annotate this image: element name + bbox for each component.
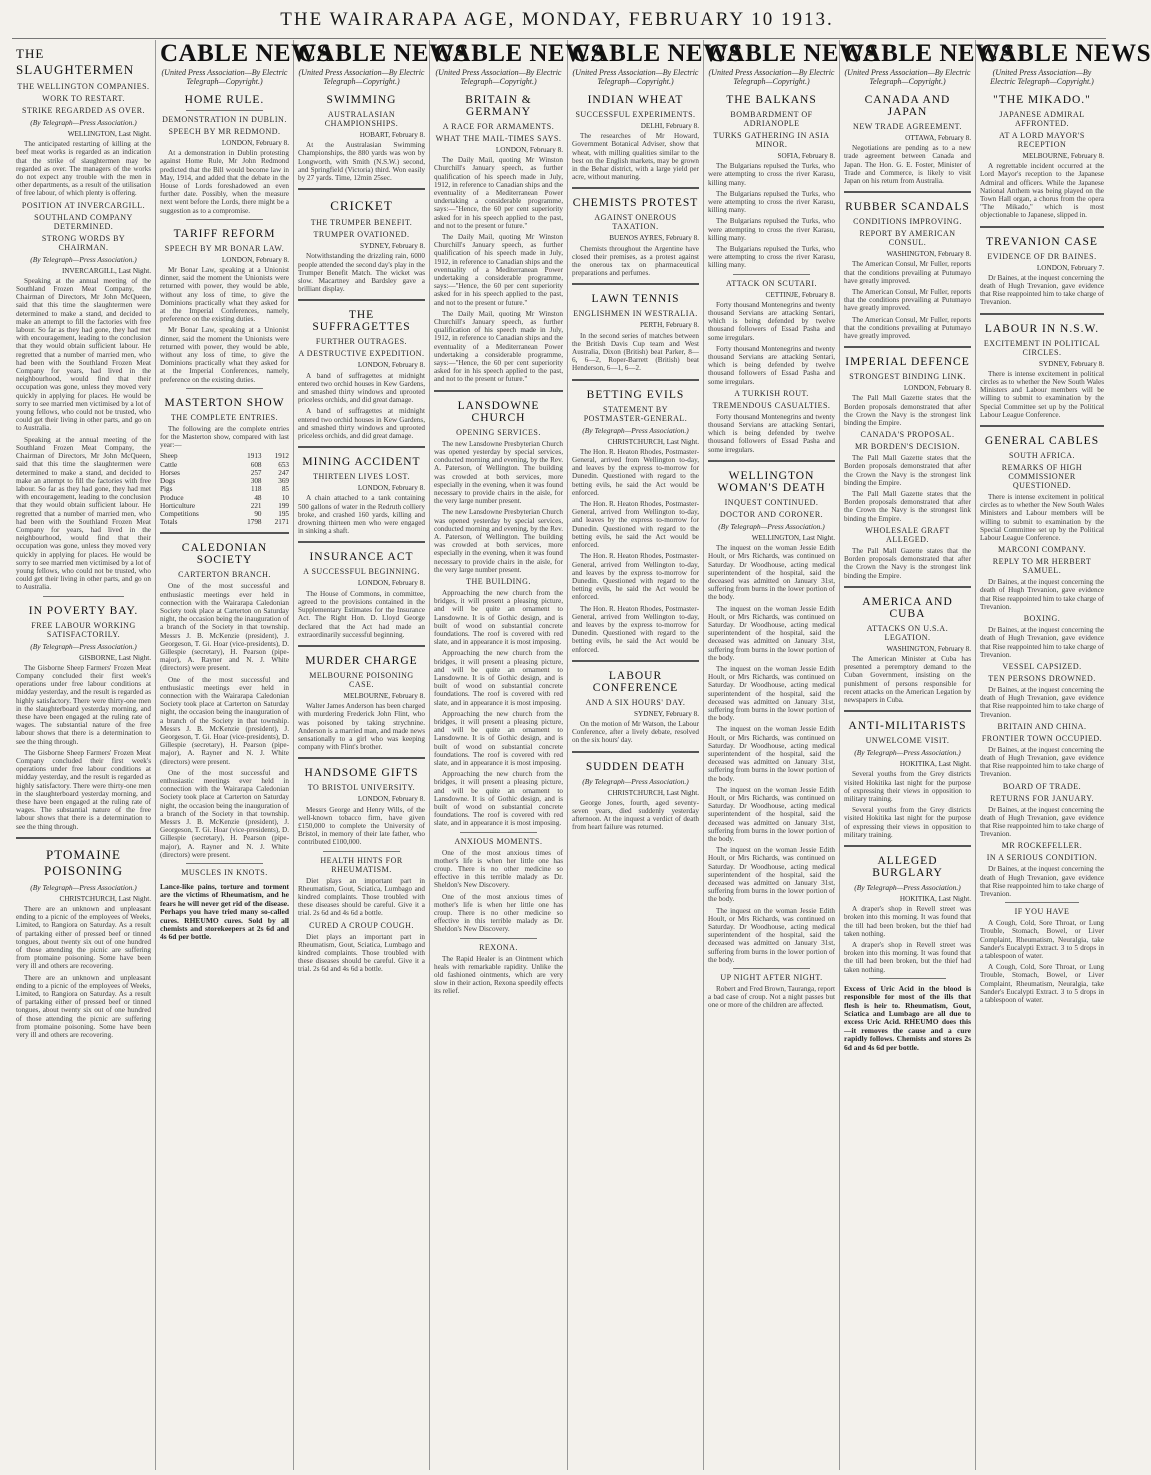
article-body: Walter James Anderson has been charged with murdering Frederick John Flint, who was poisoned by taking strychnine. Anderson is a married man, and made news sensationally to a girl who was keeping company with Flint's brother. — [298, 702, 425, 752]
masthead-rule — [12, 38, 1106, 39]
banner-subtitle: (United Press Association—By Electric Telegraph—Copyright.) — [708, 68, 835, 86]
subhead: REPLY TO MR HERBERT SAMUEL. — [992, 557, 1092, 576]
divider — [980, 425, 1104, 427]
article-heading: WELLINGTON WOMAN'S DEATH — [717, 469, 826, 494]
byline: (By Telegraph—Press Association.) — [30, 254, 137, 264]
subhead: BOMBARDMENT OF ADRIANOPLE — [730, 110, 813, 128]
divider — [708, 460, 835, 462]
divider — [186, 388, 263, 389]
byline: (By Telegraph—Press Association.) — [718, 521, 825, 531]
divider — [323, 851, 399, 852]
divider — [186, 219, 263, 220]
dateline: MELBOURNE, February 8. — [1022, 152, 1104, 160]
dateline: LONDON, February 8. — [357, 579, 425, 588]
article-heading: BETTING EVILS — [586, 388, 685, 401]
article-body: One of the most successful and enthusiastic meetings ever held in connection with the Wairarapa Caledonian Society took place at Carterton on Saturday night, the occasion being the inauguration of a branch of the Society in that township. Messrs J. B. McKenzie (president), J. Georgeson, T. Gi. Hoar (vice-presidents), D. Gillespie (secretary), H. Pearson (pipe-major), A. Rayner and N. J. White (directors) were present. One of the most successful and enthusiastic meetings ever held in connection with the Wairarapa Caledonian Society took place at Carterton on Saturday night, the occasion being the inauguration of a branch of the Society in that township. Messrs J. B. McKenzie (president), J. Georgeson, T. Gi. Hoar (vice-presidents), D. Gillespie (secretary), H. Pearson (pipe-major), A. Rayner and N. J. White (directors) were present. One of the most successful and enthusiastic meetings ever held in connection with the Wairarapa Caledonian Society took place at Carterton on Saturday night, the occasion being the inauguration of a branch of the Society in that township. Messrs J. B. McKenzie (president), J. Georgeson, T. Gi. Hoar (vice-presidents), D. Gillespie (secretary), H. Pearson (pipe-major), A. Rayner and N. J. White (directors) were present. — [160, 582, 289, 859]
dateline: WELLINGTON, Last Night. — [751, 533, 835, 542]
subhead: ATTACK ON SCUTARI. — [725, 278, 818, 288]
article-heading: THE SUFFRAGETTES — [312, 309, 411, 334]
banner-subtitle: (United Press Association—By Electric Telegraph—Copyright.) — [990, 68, 1094, 86]
divider — [869, 978, 945, 979]
subhead: REPORT BY AMERICAN CONSUL. — [859, 229, 956, 248]
dateline: LONDON, February 8. — [221, 255, 289, 264]
banner-subtitle: (United Press Association—By Electric Telegraph—Copyright.) — [844, 68, 971, 86]
divider — [572, 283, 699, 285]
subhead: SOUTHLAND COMPANY DETERMINED. — [34, 212, 133, 231]
divider — [980, 226, 1104, 228]
dateline: CHRISTCHURCH, Last Night. — [59, 894, 151, 903]
article-heading: MURDER CHARGE — [305, 654, 418, 667]
article-body: The Rapid Healer is an Ointment which heals with remarkable rapidity. Unlike the old fashioned ointments, which are very slow in their action, Rexona speedily effects its relief. — [434, 954, 563, 996]
article-body: The Daily Mail, quoting Mr Winston Churchill's January speech, as further qualification of his speech made in July, 1912, in reference to Canadian ships and the eventuality of a Mediterranean Power undertaking a considerable programme, says:—"Hence, the 60 per cent superiority asked for in his speech applied to the past, and not to the present or future." The Daily Mail, quoting Mr Winston Churchill's January speech, as further qualification of his speech made in July, 1912, in reference to Canadian ships and the eventuality of a Mediterranean Power undertaking a considerable programme, says:—"Hence, the 60 per cent superiority asked for in his speech applied to the past, and not to the present or future." The Daily Mail, quoting Mr Winston Churchill's January speech, as further qualification of his speech made in July, 1912, in reference to Canadian ships and the eventuality of a Mediterranean Power undertaking a considerable programme, says:—"Hence, the 60 per cent superiority asked for in his speech applied to the past, and not to the present or future." — [434, 156, 563, 384]
article-heading: ALLEGED BURGLARY — [872, 854, 943, 879]
article-body: The researches of Mr Howard, Government Botanical Adviser, show that wheat, with milling qualities similar to the best on the English markets, may be grown in the Behar district, with a large yield per acre, without manuring. — [572, 132, 699, 182]
dateline: LONDON, February 8. — [495, 146, 563, 154]
table-row: Pigs 118 85 — [160, 485, 289, 494]
article-heading: INSURANCE ACT — [309, 551, 414, 564]
subhead: IN A SERIOUS CONDITION. — [986, 853, 1098, 863]
column-3 — [294, 40, 470, 1470]
column-6 — [704, 40, 880, 1470]
column-8 — [976, 40, 1151, 1470]
article-body: Dr Baines, at the inquest concerning the death of Hugh Trevanion, gave evidence that Rise reappointed him to take charge of Trevanion. — [980, 626, 1104, 659]
divider — [298, 645, 425, 647]
banner-cable-news: CABLE NEWS — [298, 40, 470, 67]
dateline: LONDON, February 8. — [357, 795, 425, 804]
divider — [160, 532, 289, 534]
byline: (By Telegraph—Press Association.) — [582, 776, 689, 786]
divider — [844, 710, 971, 712]
divider — [16, 837, 151, 839]
table-row: Horticulture 221 199 — [160, 501, 289, 510]
subhead: MR BORDEN'S DECISION. — [854, 442, 961, 452]
subhead: THE BUILDING. — [466, 576, 531, 586]
divider — [460, 938, 537, 939]
byline: (By Telegraph—Press Association.) — [582, 425, 689, 435]
divider — [298, 757, 425, 759]
article-body: The anticipated restarting of killing at the beef meat works is regarded as an indication that the strike of slaughtermen may be regarded as over. The managers of the works do not expect any trouble with the men in other departments, as a result of the utilisation of free labour, of which plenty is offering. — [16, 140, 151, 198]
article-heading: TARIFF REFORM — [173, 227, 276, 240]
subhead: SPEECH BY MR REDMOND. — [168, 127, 281, 136]
article-heading: "THE MIKADO." — [993, 94, 1091, 106]
subhead: JAPANESE ADMIRAL AFFRONTED. — [999, 110, 1085, 128]
table-row: Competitions 90 195 — [160, 509, 289, 518]
divider — [186, 863, 263, 864]
subhead: STRONG WORDS BY CHAIRMAN. — [41, 233, 126, 252]
subhead: REMARKS OF HIGH COMMISSIONER QUESTIONED. — [1001, 463, 1083, 491]
columns — [12, 40, 1151, 1470]
article-body: In the second series of matches between the British Davis Cup team and West Australia, Dixon (British) beat Parker, 8—6, 6—2, Roper-Barrett (British) beat Henderson, 6—1, 6—2. — [572, 331, 699, 373]
divider — [733, 968, 809, 969]
article-body: Several youths from the Grey districts visited Hokitika last night for the purpose of expressing their views in opposition to military training. Several youths from the Grey districts visited Hokitika last night for the purpose of expressing their views in opposition to military training. — [844, 770, 971, 839]
article-body: There is intense excitement in political circles as to whether the New South Wales Ministers and Labour members will be willing to submit to examination by the Special Committee set up by the Political Labour League Conference. — [980, 369, 1104, 419]
masthead-title: THE WAIRARAPA AGE, MONDAY, FEBRUARY 10 1913. — [280, 9, 834, 30]
subhead: MELBOURNE POISONING CASE. — [309, 670, 414, 689]
dateline: HOBART, February 8. — [359, 131, 425, 139]
subhead: WORK TO RESTART. — [42, 94, 125, 103]
subhead: STRONGEST BINDING LINK. — [849, 372, 966, 382]
banner-cable-news: CABLE NEWS — [708, 40, 880, 67]
article-heading: CANADA AND JAPAN — [864, 94, 951, 118]
subhead: AND A SIX HOURS' DAY. — [585, 697, 686, 707]
subhead: A TURKISH ROUT. — [734, 388, 809, 398]
table-row: Dogs 308 369 — [160, 477, 289, 486]
divider — [298, 188, 425, 190]
subhead: THE TRUMPER BENEFIT. — [310, 218, 413, 228]
subhead: HEALTH HINTS FOR RHEUMATISM. — [320, 855, 403, 874]
column-2 — [156, 40, 332, 1470]
subhead: ENGLISHMEN IN WESTRALIA. — [573, 309, 698, 319]
article-body: The Bulgarians repulsed the Turks, who were attempting to cross the river Karasu, killing many. The Bulgarians repulsed the Turks, who were attempting to cross the river Karasu, killing many. The Bulgarians repulsed the Turks, who were attempting to cross the river Karasu, killing many. The Bulgarians repulsed the Turks, who were attempting to cross the river Karasu, killing many. — [708, 162, 835, 270]
article-body: Dr Baines, at the inquest concerning the death of Hugh Trevanion, gave evidence that Rise reappointed him to take charge of Trevanion. — [980, 685, 1104, 719]
article-body: A band of suffragettes at midnight entered two orchid houses in Kew Gardens, and smashed thirty windows and uprooted priceless orchids, and did great damage. A band of suffragettes at midnight entered two orchid houses in Kew Gardens, and smashed thirty windows and uprooted priceless orchids, and did great damage. — [298, 371, 425, 441]
subhead: STATEMENT BY POSTMASTER-GENERAL. — [583, 404, 688, 423]
dateline: LONDON, February 8. — [357, 361, 425, 370]
divider — [572, 379, 699, 381]
subhead: BRITAIN AND CHINA. — [997, 721, 1087, 731]
article-heading: LABOUR CONFERENCE — [592, 669, 679, 694]
article-body: Dr Baines, at the inquest concerning the death of Hugh Trevanion, gave evidence that Rise reappointed him to take charge of Trevanion. — [980, 745, 1104, 779]
dateline: CETTINJE, February 8. — [765, 290, 835, 299]
subhead: A RACE FOR ARMAMENTS. — [442, 122, 555, 131]
dateline: DELHI, February 8. — [640, 122, 699, 130]
table-row: Cattle 608 653 — [160, 460, 289, 469]
advertisement: Excess of Uric Acid in the blood is responsible for most of the ills that flesh is heir to. Rheumatism, Gout, Sciatica and Lumbago are all due to excess Uric Acid. RHEUMO does this—it removes the cause and a cure rapidly follows. Chemists and stores 2s 6d and 4s 6d per bottle. — [844, 983, 971, 1052]
subhead: INQUEST CONTINUED. — [724, 497, 819, 507]
subhead: MR ROCKEFELLER. — [1001, 841, 1083, 851]
article-heading: SUDDEN DEATH — [585, 760, 686, 773]
subhead: CARTERTON BRANCH. — [178, 570, 271, 580]
dateline: CHRISTCHURCH, Last Night. — [607, 437, 699, 446]
article-body: The Hon. R. Heaton Rhodes, Postmaster-General, arrived from Wellington to-day, and leaves by the express to-morrow for Dunedin. Questioned with regard to the betting evils, he said the Act would be enforced. The Hon. R. Heaton Rhodes, Postmaster-General, arrived from Wellington to-day, and leaves by the express to-morrow for Dunedin. Questioned with regard to the betting evils, he said the Act would be enforced. The Hon. R. Heaton Rhodes, Postmaster-General, arrived from Wellington to-day, and leaves by the express to-morrow for Dunedin. Questioned with regard to the betting evils, he said the Act would be enforced. The Hon. R. Heaton Rhodes, Postmaster-General, arrived from Wellington to-day, and leaves by the express to-morrow for Dunedin. Questioned with regard to the betting evils, he said the Act would be enforced. — [572, 447, 699, 654]
dateline: INVERCARGILL, Last Night. — [61, 266, 151, 275]
article-body: A chain attached to a tank containing 500 gallons of water in the Redruth colliery broke, and crashed 160 yards, killing and drowning thirteen men who were engaged in sinking a shaft. — [298, 494, 425, 536]
article-body: A Cough, Cold, Sore Throat, or Lung Trouble, Stomach, Bowel, or Liver Complaint, Rheumatism, Neuralgia, take Sander's Eucalypti Extract. 3 to 5 drops in a tablespoon of water. A Cough, Cold, Sore Throat, or Lung Trouble, Stomach, Bowel, or Liver Complaint, Rheumatism, Neuralgia, take Sander's Eucalypti Extract. 3 to 5 drops in a tablespoon of water. — [980, 919, 1104, 1004]
column-7 — [840, 40, 1016, 1470]
subhead: OPENING SERVICES. — [456, 427, 541, 437]
dateline: BUENOS AYRES, February 8. — [609, 234, 699, 243]
subhead: BOARD OF TRADE. — [1002, 781, 1082, 791]
divider — [186, 110, 263, 111]
article-heading: CHEMISTS PROTEST — [572, 197, 699, 210]
article-slaughtermen-heading: THE SLAUGHTERMEN — [16, 46, 135, 77]
article-heading: IMPERIAL DEFENCE — [845, 356, 970, 369]
divider — [43, 596, 124, 597]
article-body: There is intense excitement in political circles as to whether the New South Wales Ministers and Labour members will be willing to submit to examination by the Special Committee set up by the Political Labour League Conference. — [980, 493, 1104, 543]
article-body: Forty thousand Montenegrins and twenty thousand Servians are attacking Sentari, which is being defended by twelve thousand followers of Essad Pasha and some irregulars. Forty thousand Montenegrins and twenty thousand Servians are attacking Sentari, which is being defended by twelve thousand followers of Essad Pasha and some irregulars. — [708, 300, 835, 386]
advertisement: Lance-like pains, torture and torment are the victims of Rheumatism, and he fears he will never get rid of the disease. Perhaps you have tried many so-called cures. RHEUMO cures. Sold by all chemists and storekeepers at 2s 6d and 4s 6d per bottle. — [160, 882, 289, 942]
article-body: A regrettable incident occurred at the Lord Mayor's reception to the Japanese Admiral and officers. While the Japanese National Anthem was being played on the Town Hall organ, a chorus from the opera "The Mikado," which is most objectionable to Japanese, slipped in. — [980, 162, 1104, 220]
subhead: CURED A CROUP COUGH. — [309, 920, 414, 930]
dateline: GISBORNE, Last Night. — [79, 653, 151, 662]
article-body: The following are the complete entries for the Masterton show, compared with last year:— — [160, 424, 289, 450]
subhead: A SUCCESSFUL BEGINNING. — [303, 567, 420, 577]
article-body: The American Minister at Cuba has presented a peremptory demand to the Cuban Government, insisting on the punishment of persons responsible for recent attacks on the American Legation by newspapers in Cuba. — [844, 654, 971, 704]
divider — [572, 660, 699, 662]
subhead: FREE LABOUR WORKING SATISFACTORILY. — [31, 620, 136, 639]
subhead: EVIDENCE OF DR BAINES. — [987, 251, 1097, 261]
subhead: REXONA. — [479, 942, 518, 952]
article-body: One of the most anxious times of mother's life is when her little one has croup. There is no other medicine so effective in this terrible malady as Dr. Sheldon's New Discovery. One of the most anxious times of mother's life is when her little one has croup. There is no other medicine so effective in this terrible malady as Dr. Sheldon's New Discovery. — [434, 848, 563, 934]
dateline: CHRISTCHURCH, Last Night. — [607, 788, 699, 797]
subhead: STRIKE REGARDED AS OVER. — [21, 106, 146, 115]
divider — [298, 541, 425, 543]
divider — [733, 274, 809, 275]
article-body: Negotiations are pending as to a new trade agreement between Canada and Japan. The Hon. G. E. Foster, Minister of Trade and Commerce, is likely to visit Japan on his return from Australia. — [844, 144, 971, 186]
dateline: SYDNEY, February 8. — [634, 709, 699, 718]
subhead: MUSCLES IN KNOTS. — [181, 868, 268, 878]
article-heading: TREVANION CASE — [986, 235, 1098, 248]
dateline: WASHINGTON, February 8. — [886, 250, 971, 259]
byline: (By Telegraph—Press Association.) — [30, 118, 137, 127]
dateline: HOKITIKA, Last Night. — [899, 894, 971, 903]
banner-subtitle: (United Press Association—By Electric Telegraph—Copyright.) — [572, 68, 699, 86]
byline: (By Telegraph—Press Association.) — [854, 882, 961, 892]
banner-cable-news: CABLE NEWS — [572, 40, 744, 67]
subhead: MARCONI COMPANY. — [997, 545, 1087, 555]
dateline: LONDON, February 8. — [221, 139, 289, 147]
article-heading: AMERICA AND CUBA — [862, 595, 953, 620]
subhead: DOCTOR AND CORONER. — [719, 509, 824, 519]
subhead: ANXIOUS MOMENTS. — [454, 836, 543, 846]
divider — [572, 751, 699, 753]
entries-table — [160, 452, 289, 526]
article-body: The Gisborne Sheep Farmers' Frozen Meat Company concluded their first week's operations under free labour conditions at midday yesterday, and the result is regarded as highly satisfactory. There were thirty-one men in the slaughterboard yesterday morning, and these have been engaged at the ruling rate of wages. The substantial nature of the free labour shows that there is a determination to see the thing through. The Gisborne Sheep Farmers' Frozen Meat Company concluded their first week's operations under free labour conditions at midday yesterday, and the result is regarded as highly satisfactory. There were thirty-one men in the slaughterboard yesterday morning, and these have been engaged at the ruling rate of wages. The substantial nature of the free labour shows that there is a determination to see the thing through. — [16, 663, 151, 831]
subhead: ATTACKS ON U.S.A. LEGATION. — [866, 623, 949, 642]
subhead: IF YOU HAVE — [1014, 907, 1070, 917]
article-body: George Jones, fourth, aged seventy-seven years, died suddenly yesterday afternoon. At the inquest a verdict of death from heart failure was returned. — [572, 798, 699, 832]
banner-cable-news: CABLE NEWS — [434, 40, 606, 67]
article-heading: LAWN TENNIS — [591, 293, 680, 306]
article-body: Notwithstanding the drizzling rain, 6000 people attended the second day's play in the Trumper Benefit Match. The wicket was slow. Macartney and Bardsley gave a brilliant display. — [298, 252, 425, 294]
divider — [980, 313, 1104, 315]
article-heading: RUBBER SCANDALS — [845, 201, 970, 214]
banner-cable-news: CABLE NEWS — [844, 40, 1016, 67]
subhead: AGAINST ONEROUS TAXATION. — [594, 213, 677, 232]
banner-subtitle: (United Press Association—By Electric Telegraph—Copyright.) — [161, 68, 288, 86]
divider — [460, 832, 537, 833]
article-heading: GENERAL CABLES — [984, 435, 1100, 448]
column-1 — [12, 40, 156, 1470]
subhead: AUSTRALASIAN CHAMPIONSHIPS. — [324, 110, 399, 128]
dateline: SOFIA, February 8. — [777, 152, 835, 160]
byline: (By Telegraph—Press Association.) — [30, 882, 137, 892]
article-body: Mr Bonar Law, speaking at a Unionist dinner, said the moment the Unionists were returned with power, they would be able, without any loss of time, to give the Dominions practically what they asked for at the Imperial Conferences, namely, preference on the existing duties. Mr Bonar Law, speaking at a Unionist dinner, said the moment the Unionists were returned with power, they would be able, without any loss of time, to give the Dominions practically what they asked for at the Imperial Conferences, namely, preference on the existing duties. — [160, 266, 289, 384]
article-body: The inquest on the woman Jessie Edith Hoult, or Mrs Richards, was continued on Saturday. Dr Woodhouse, acting medical superintendent of the hospital, said the deceased was admitted on January 31st, suffering from burns in the lower portion of the body. The inquest on the woman Jessie Edith Hoult, or Mrs Richards, was continued on Saturday. Dr Woodhouse, acting medical superintendent of the hospital, said the deceased was admitted on January 31st, suffering from burns in the lower portion of the body. The inquest on the woman Jessie Edith Hoult, or Mrs Richards, was continued on Saturday. Dr Woodhouse, acting medical superintendent of the hospital, said the deceased was admitted on January 31st, suffering from burns in the lower portion of the body. The inquest on the woman Jessie Edith Hoult, or Mrs Richards, was continued on Saturday. Dr Woodhouse, acting medical superintendent of the hospital, said the deceased was admitted on January 31st, suffering from burns in the lower portion of the body. The inquest on the woman Jessie Edith Hoult, or Mrs Richards, was continued on Saturday. Dr Woodhouse, acting medical superintendent of the hospital, said the deceased was admitted on January 31st, suffering from burns in the lower portion of the body. The inquest on the woman Jessie Edith Hoult, or Mrs Richards, was continued on Saturday. Dr Woodhouse, acting medical superintendent of the hospital, said the deceased was admitted on January 31st, suffering from burns in the lower portion of the body. The inquest on the woman Jessie Edith Hoult, or Mrs Richards, was continued on Saturday. Dr Woodhouse, acting medical superintendent of the hospital, said the deceased was admitted on January 31st, suffering from burns in the lower portion of the body. — [708, 544, 835, 964]
article-body: At the Australasian Swimming Championships, the 880 yards was won by Longworth, with Smith (N.S.W.) second, and Springfield (Victoria) third. Won easily by 27 yards. Time, 12min 25sec. — [298, 141, 425, 183]
table-row: Produce 48 10 — [160, 493, 289, 502]
dateline: MELBOURNE, February 8. — [343, 691, 425, 700]
banner-cable-news: CABLE NEWS — [980, 40, 1151, 67]
dateline: OTTAWA, February 8. — [905, 134, 971, 142]
article-heading: MASTERTON SHOW — [164, 396, 285, 409]
subhead: POSITION AT INVERCARGILL. — [21, 200, 146, 210]
article-heading: CALEDONIAN SOCIETY — [181, 542, 268, 567]
article-body: Messrs George and Henry Wills, of the well-known tobacco firm, have given £150,000 to complete the University of Bristol, in memory of their late father, who contributed £100,000. — [298, 805, 425, 847]
subhead: TURKS GATHERING IN ASIA MINOR. — [713, 131, 830, 149]
article-heading: LABOUR IN N.S.W. — [984, 322, 1100, 335]
subhead: VESSEL CAPSIZED. — [1002, 661, 1082, 671]
subhead: SOUTH AFRICA. — [1008, 451, 1076, 461]
article-body: The Pall Mall Gazette states that the Borden proposals demonstrated that after the Crown the Navy is the strongest link binding the Empire. — [844, 546, 971, 580]
table-row: Sheep 1913 1912 — [160, 452, 289, 461]
subhead: TO BRISTOL UNIVERSITY. — [307, 783, 416, 793]
subhead: CONDITIONS IMPROVING. — [853, 217, 962, 227]
banner-cable-news: CABLE NEWS — [160, 40, 332, 67]
divider — [844, 346, 971, 348]
dateline: HOKITIKA, Last Night. — [899, 760, 971, 769]
table-row: Horses 257 247 — [160, 468, 289, 477]
article-heading: MINING ACCIDENT — [302, 456, 421, 469]
article-body: Robert and Fred Brown, Tauranga, report a bad case of croup. Not a night passes but one or more of the children are affected. — [708, 985, 835, 1010]
subhead: BOXING. — [1023, 614, 1061, 624]
divider — [844, 586, 971, 588]
article-body: Diet plays an important part in Rheumatism, Gout, Sciatica, Lumbago and kindred complaints. Those troubled with these diseases should be careful. Give it a trial. 2s 6d and 4s 6d a bottle. — [298, 932, 425, 974]
article-body: The American Consul, Mr Fuller, reports that the conditions prevailing at Putumayo have greatly improved. The American Consul, Mr Fuller, reports that the conditions prevailing at Putumayo have greatly improved. The American Consul, Mr Fuller, reports that the conditions prevailing at Putumayo have greatly improved. — [844, 260, 971, 341]
byline: (By Telegraph—Press Association.) — [854, 748, 961, 758]
article-heading: HANDSOME GIFTS — [304, 767, 419, 780]
divider — [298, 446, 425, 448]
subhead: CANADA'S PROPOSAL. — [860, 430, 955, 440]
subhead: AT A LORD MAYOR'S RECEPTION — [999, 131, 1085, 149]
article-body: Approaching the new church from the bridges, it will present a pleasing picture, and will be quite an ornament to Lansdowne. It is of Gothic design, and is built of wood on substantial concrete foundations. The roof is covered with red slate, and in appearance it is most imposing. Approaching the new church from the bridges, it will present a pleasing picture, and will be quite an ornament to Lansdowne. It is of Gothic design, and is built of wood on substantial concrete foundations. The roof is covered with red slate, and in appearance it is most imposing. Approaching the new church from the bridges, it will present a pleasing picture, and will be quite an ornament to Lansdowne. It is of Gothic design, and is built of wood on substantial concrete foundations. The roof is covered with red slate, and in appearance it is most imposing. Approaching the new church from the bridges, it will present a pleasing picture, and will be quite an ornament to Lansdowne. It is of Gothic design, and is built of wood on substantial concrete foundations. The roof is covered with red slate, and in appearance it is most imposing. — [434, 588, 563, 828]
article-heading: INDIAN WHEAT — [587, 94, 684, 106]
subhead: TRUMPER OVATIONED. — [313, 230, 410, 240]
banner-subtitle: (United Press Association—By Electric Telegraph—Copyright.) — [435, 68, 562, 86]
subhead: SPEECH BY MR BONAR LAW. — [164, 243, 285, 253]
subhead: SUCCESSFUL EXPERIMENTS. — [575, 110, 696, 119]
subhead: UNWELCOME VISIT. — [865, 736, 950, 746]
column-5 — [568, 40, 744, 1470]
article-body: The Pall Mall Gazette states that the Borden proposals demonstrated that after the Crown the Navy is the strongest link binding the Empire. The Pall Mall Gazette states that the Borden proposals demonstrated that after the Crown the Navy is the strongest link binding the Empire. — [844, 454, 971, 523]
article-heading: SWIMMING — [326, 94, 397, 106]
article-heading: THE BALKANS — [726, 94, 817, 106]
article-body: Diet plays an important part in Rheumatism, Gout, Sciatica, Lumbago and kindred complaints. Those troubled with these diseases should be careful. Give it a trial. 2s 6d and 4s 6d a bottle. — [298, 876, 425, 918]
dateline: LONDON, February 8. — [903, 384, 971, 393]
dateline: WELLINGTON, Last Night. — [67, 130, 151, 138]
subhead: FURTHER OUTRAGES. — [315, 337, 408, 347]
subhead: FRONTIER TOWN OCCUPIED. — [981, 733, 1103, 743]
article-body: The new Lansdowne Presbyterian Church was opened yesterday by special services, conducted morning and evening, by the Rev. A. Paterson, of Wellington. The building was crowded at both services, more especially in the evening, when it was found necessary to provide chairs in the aisle, for the very large number present. The new Lansdowne Presbyterian Church was opened yesterday by special services, conducted morning and evening, by the Rev. A. Paterson, of Wellington. The building was crowded at both services, more especially in the evening, when it was found necessary to provide chairs in the aisle, for the very large number present. — [434, 439, 563, 574]
article-body: Forty thousand Montenegrins and twenty thousand Servians are attacking Sentari, which is being defended by twelve thousand followers of Essad Pasha and some irregulars. — [708, 412, 835, 454]
subhead: A DESTRUCTIVE EXPEDITION. — [298, 349, 425, 359]
subhead: THIRTEEN LIVES LOST. — [313, 472, 410, 482]
divider — [844, 191, 971, 193]
subhead: EXCITEMENT IN POLITICAL CIRCLES. — [983, 338, 1101, 357]
article-body: Chemists throughout the Argentine have closed their premises, as a protest against the onerous tax on pharmaceutical preparations and perfumes. — [572, 244, 699, 278]
dateline: SYDNEY, February 8. — [1039, 359, 1104, 368]
divider — [298, 299, 425, 301]
article-heading: ANTI-MILITARISTS — [848, 720, 967, 733]
banner-subtitle: (United Press Association—By Electric Telegraph—Copyright.) — [298, 68, 425, 86]
divider — [844, 845, 971, 847]
subhead: UP NIGHT AFTER NIGHT. — [720, 973, 823, 983]
masthead — [0, 0, 1114, 40]
table-row: Totals 1798 2171 — [160, 518, 289, 527]
article-heading: PTOMAINE POISONING — [43, 846, 124, 878]
dateline: LONDON, February 8. — [357, 484, 425, 493]
divider — [1005, 902, 1079, 903]
subhead: WHAT THE MAIL-TIMES SAYS. — [435, 134, 562, 143]
subhead: THE COMPLETE ENTRIES. — [170, 412, 279, 422]
subhead: DEMONSTRATION IN DUBLIN. — [162, 115, 287, 124]
subhead: RETURNS FOR JANUARY. — [990, 793, 1094, 803]
column-4 — [430, 40, 606, 1470]
article-body: Speaking at the annual meeting of the Southland Frozen Meat Company, the Chairman of Directors, Mr John McQueen, said that this time the slaughtermen were determined to make a stand, and decided to make an attempt to fill the factories with free labour. So far as they had gone, they had met with encouragement, leading to the conclusion that they would obtain sufficient labour. He regretted that a number of married men, who had been with the Southland Frozen Meat Company for years, had lived in the neighbourhood, would find that their occupation was gone, unless they moved very quickly in applying for places. He would be sorry to see married men victimised by a lot of young fellows, who could not be trusted, who could get their living in other parts, and go on to Australia. Speaking at the annual meeting of the Southland Frozen Meat Company, the Chairman of Directors, Mr John McQueen, said that this time the slaughtermen were determined to make a stand, and decided to make an attempt to fill the factories with free labour. So far as they had gone, they had met with encouragement, leading to the conclusion that they would obtain sufficient labour. He regretted that a number of married men, who had been with the Southland Frozen Meat Company for years, had lived in the neighbourhood, would find that their occupation was gone, unless they moved very quickly in applying for places. He would be sorry to see married men victimised by a lot of young fellows, who could not be trusted, who could get their living in other parts, and go on to Australia. — [16, 276, 151, 592]
article-body: Dr Baines, at the inquest concerning the death of Hugh Trevanion, gave evidence that Rise reappointed him to take charge of Trevanion. — [980, 805, 1104, 839]
dateline: SYDNEY, February 8. — [360, 242, 425, 251]
article-body: The House of Commons, in committee, agreed to the provisions contained in the Supplementary Estimates for the Insurance Act. The Right Hon. D. Lloyd George declared that the Act had made an extraordinarily successful beginning. — [298, 589, 425, 639]
article-heading: IN POVERTY BAY. — [28, 604, 139, 617]
article-body: A draper's shop in Revell street was broken into this morning. It was found that the till had been broken, but the thief had taken nothing. A draper's shop in Revell street was broken into this morning. It was found that the till had been broken, but the thief had taken nothing. — [844, 905, 971, 974]
divider — [434, 390, 563, 392]
dateline: PERTH, February 8. — [639, 321, 699, 330]
article-heading: CRICKET — [330, 198, 393, 214]
article-body: At a demonstration in Dublin protesting against Home Rule, Mr John Redmond predicted that the Bill would become law in May, 1914, and added that the debate in the House of Lords foreshadowed an even further date. Possibly, when the measure next went before the Lords, there might be a suggestion as to a compromise. — [160, 149, 289, 215]
subhead: TREMENDOUS CASUALTIES. — [712, 400, 831, 410]
dateline: LONDON, February 7. — [1036, 263, 1104, 272]
subhead: THE WELLINGTON COMPANIES. — [17, 82, 150, 91]
article-body: The Pall Mall Gazette states that the Borden proposals demonstrated that after the Crown the Navy is the strongest link binding the Empire. — [844, 394, 971, 428]
divider — [572, 187, 699, 189]
article-body: Dr Baines, at the inquest concerning the death of Hugh Trevanion, gave evidence that Rise reappointed him to take charge of Trevanion. — [980, 865, 1104, 898]
article-body: On the motion of Mr Watson, the Labour Conference, after a lively debate, resolved on the six hours' day. — [572, 719, 699, 745]
article-heading: HOME RULE. — [184, 94, 265, 106]
subhead: TEN PERSONS DROWNED. — [988, 673, 1096, 683]
article-body: Dr Baines, at the inquest concerning the death of Hugh Trevanion, gave evidence that Rise reappointed him to take charge of Trevanion. — [980, 273, 1104, 307]
article-body: There are an unknown and unpleasant ending to a picnic of the employees of Weeks, Limited, to Rangiora on Saturday. As a result of partaking either of pressed beef or tinned tongues, about twenty six out of one hundred of those attending the picnic are suffering from ptomaine poisoning. Some have been very ill and others are recovering. There are an unknown and unpleasant ending to a picnic of the employees of Weeks, Limited, to Rangiora on Saturday. As a result of partaking either of pressed beef or tinned tongues, about twenty six out of one hundred of those attending the picnic are suffering from ptomaine poisoning. Some have been very ill and others are recovering. — [16, 905, 151, 1040]
byline: (By Telegraph—Press Association.) — [30, 641, 137, 651]
article-heading: LANSDOWNE CHURCH — [457, 399, 540, 424]
subhead: WHOLESALE GRAFT ALLEGED. — [865, 525, 950, 544]
article-heading: BRITAIN & GERMANY — [465, 94, 532, 118]
dateline: WASHINGTON, February 8. — [886, 644, 971, 653]
subhead: NEW TRADE AGREEMENT. — [853, 122, 962, 131]
article-body: Dr Baines, at the inquest concerning the death of Hugh Trevanion, gave evidence that Rise reappointed him to take charge of Trevanion. — [980, 578, 1104, 611]
